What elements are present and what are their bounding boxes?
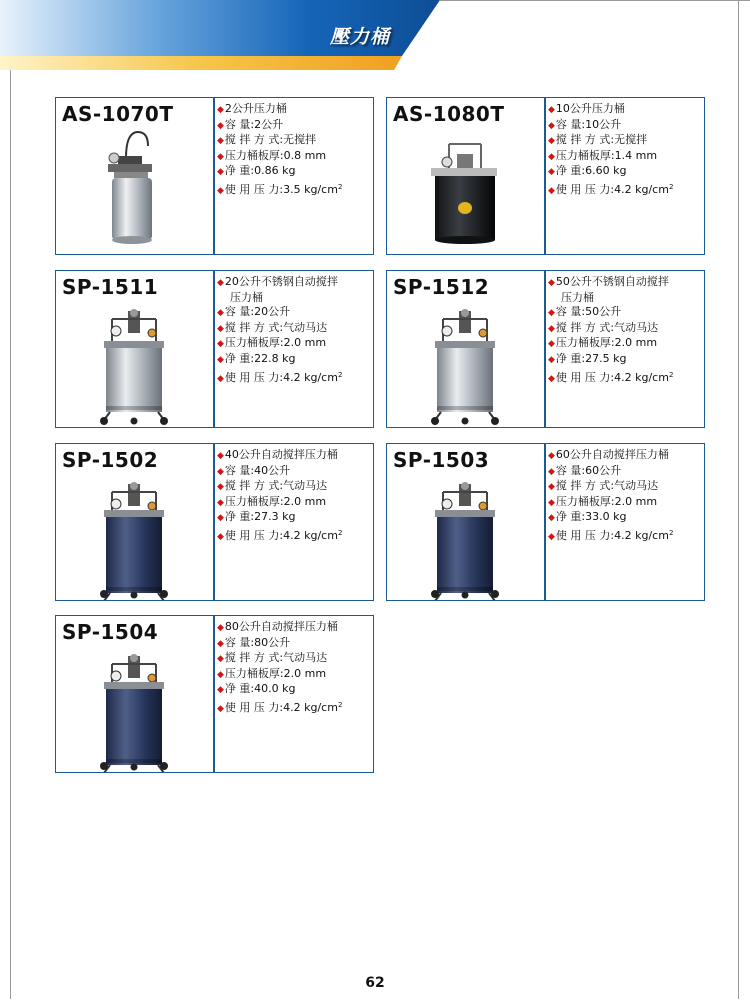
spec-list xyxy=(217,448,371,545)
spec-weight: ◆净 重:27.3 kg xyxy=(217,510,296,524)
product-image xyxy=(56,474,213,600)
card-divider xyxy=(213,98,215,254)
spec-stir: ◆搅 拌 方 式:气动马达 xyxy=(217,479,328,493)
product-card xyxy=(55,97,374,255)
spec-stir: ◆搅 拌 方 式:无搅拌 xyxy=(217,133,317,147)
pressure-tank-illustration xyxy=(387,474,544,600)
model-number: AS-1070T xyxy=(62,102,174,126)
spec-capacity: ◆容 量:2公升 xyxy=(217,117,284,131)
card-divider xyxy=(213,271,215,427)
spec-thickness: ◆压力桶板厚:2.0 mm xyxy=(217,666,327,680)
card-divider xyxy=(213,444,215,600)
spec-title: ◆20公升不锈钢自动搅拌 压力桶 xyxy=(217,275,338,304)
model-number: SP-1504 xyxy=(62,620,159,644)
card-divider xyxy=(213,616,215,772)
card-divider xyxy=(544,444,546,600)
spec-weight: ◆净 重:27.5 kg xyxy=(548,351,627,365)
spec-pressure: ◆使 用 压 力:3.5 $kg/cm^2$ xyxy=(217,182,343,196)
product-card xyxy=(386,97,705,255)
model-number: SP-1511 xyxy=(62,275,159,299)
spec-thickness: ◆压力桶板厚:2.0 mm xyxy=(548,336,658,350)
spec-capacity: ◆容 量:20公升 xyxy=(217,305,291,319)
model-number: SP-1503 xyxy=(393,448,490,472)
spec-pressure: ◆使 用 压 力:4.2 $kg/cm^2$ xyxy=(217,700,343,714)
pressure-tank-illustration xyxy=(56,301,213,427)
spec-list xyxy=(217,102,371,199)
spec-title: ◆50公升不锈钢自动搅拌 压力桶 xyxy=(548,275,669,304)
spec-capacity: ◆容 量:10公升 xyxy=(548,117,622,131)
spec-pressure: ◆使 用 压 力:4.2 $kg/cm^2$ xyxy=(217,370,343,384)
spec-title: ◆2公升压力桶 xyxy=(217,102,287,115)
spec-stir: ◆搅 拌 方 式:气动马达 xyxy=(217,651,328,665)
spec-capacity: ◆容 量:60公升 xyxy=(548,463,622,477)
product-card xyxy=(55,615,374,773)
product-card xyxy=(55,443,374,601)
spec-title: ◆10公升压力桶 xyxy=(548,102,625,115)
product-image xyxy=(56,301,213,427)
spec-weight: ◆净 重:33.0 kg xyxy=(548,510,627,524)
spec-stir: ◆搅 拌 方 式:无搅拌 xyxy=(548,133,648,147)
spec-weight: ◆净 重:0.86 kg xyxy=(217,164,296,178)
spec-thickness: ◆压力桶板厚:0.8 mm xyxy=(217,148,327,162)
spec-weight: ◆净 重:40.0 kg xyxy=(217,682,296,696)
spec-title: ◆80公升自动搅拌压力桶 xyxy=(217,620,338,633)
product-image xyxy=(387,474,544,600)
spec-pressure: ◆使 用 压 力:4.2 $kg/cm^2$ xyxy=(548,528,674,542)
page-title: 壓力桶 xyxy=(329,26,390,48)
spec-weight: ◆净 重:6.60 kg xyxy=(548,164,627,178)
spec-title: ◆60公升自动搅拌压力桶 xyxy=(548,448,669,461)
product-image xyxy=(56,646,213,772)
model-number: SP-1512 xyxy=(393,275,490,299)
spec-pressure: ◆使 用 压 力:4.2 $kg/cm^2$ xyxy=(548,182,674,196)
card-divider xyxy=(544,271,546,427)
product-card xyxy=(55,270,374,428)
spec-title: ◆40公升自动搅拌压力桶 xyxy=(217,448,338,461)
pressure-tank-illustration xyxy=(56,474,213,600)
spec-list xyxy=(548,102,702,199)
spec-stir: ◆搅 拌 方 式:气动马达 xyxy=(548,479,659,493)
spec-list xyxy=(217,620,371,717)
spec-stir: ◆搅 拌 方 式:气动马达 xyxy=(548,320,659,334)
spec-list xyxy=(548,275,702,386)
spec-list xyxy=(548,448,702,545)
pressure-cup-illustration xyxy=(56,128,213,254)
pressure-tank-illustration xyxy=(56,646,213,772)
product-card xyxy=(386,270,705,428)
pressure-tank-illustration xyxy=(387,301,544,427)
spec-weight: ◆净 重:22.8 kg xyxy=(217,351,296,365)
product-card xyxy=(386,443,705,601)
spec-capacity: ◆容 量:50公升 xyxy=(548,305,622,319)
spec-thickness: ◆压力桶板厚:2.0 mm xyxy=(217,336,327,350)
spec-thickness: ◆压力桶板厚:1.4 mm xyxy=(548,148,658,162)
model-number: SP-1502 xyxy=(62,448,159,472)
spec-capacity: ◆容 量:40公升 xyxy=(217,463,291,477)
spec-thickness: ◆压力桶板厚:2.0 mm xyxy=(548,494,658,508)
spec-list xyxy=(217,275,371,386)
spec-pressure: ◆使 用 压 力:4.2 $kg/cm^2$ xyxy=(217,528,343,542)
product-image xyxy=(56,128,213,254)
product-image xyxy=(387,301,544,427)
spec-stir: ◆搅 拌 方 式:气动马达 xyxy=(217,320,328,334)
page-number: 62 xyxy=(365,975,385,991)
product-image xyxy=(387,128,544,254)
spec-capacity: ◆容 量:80公升 xyxy=(217,635,291,649)
model-number: AS-1080T xyxy=(393,102,505,126)
pressure-tank-illustration xyxy=(387,128,544,254)
spec-thickness: ◆压力桶板厚:2.0 mm xyxy=(217,494,327,508)
spec-pressure: ◆使 用 压 力:4.2 $kg/cm^2$ xyxy=(548,370,674,384)
card-divider xyxy=(544,98,546,254)
